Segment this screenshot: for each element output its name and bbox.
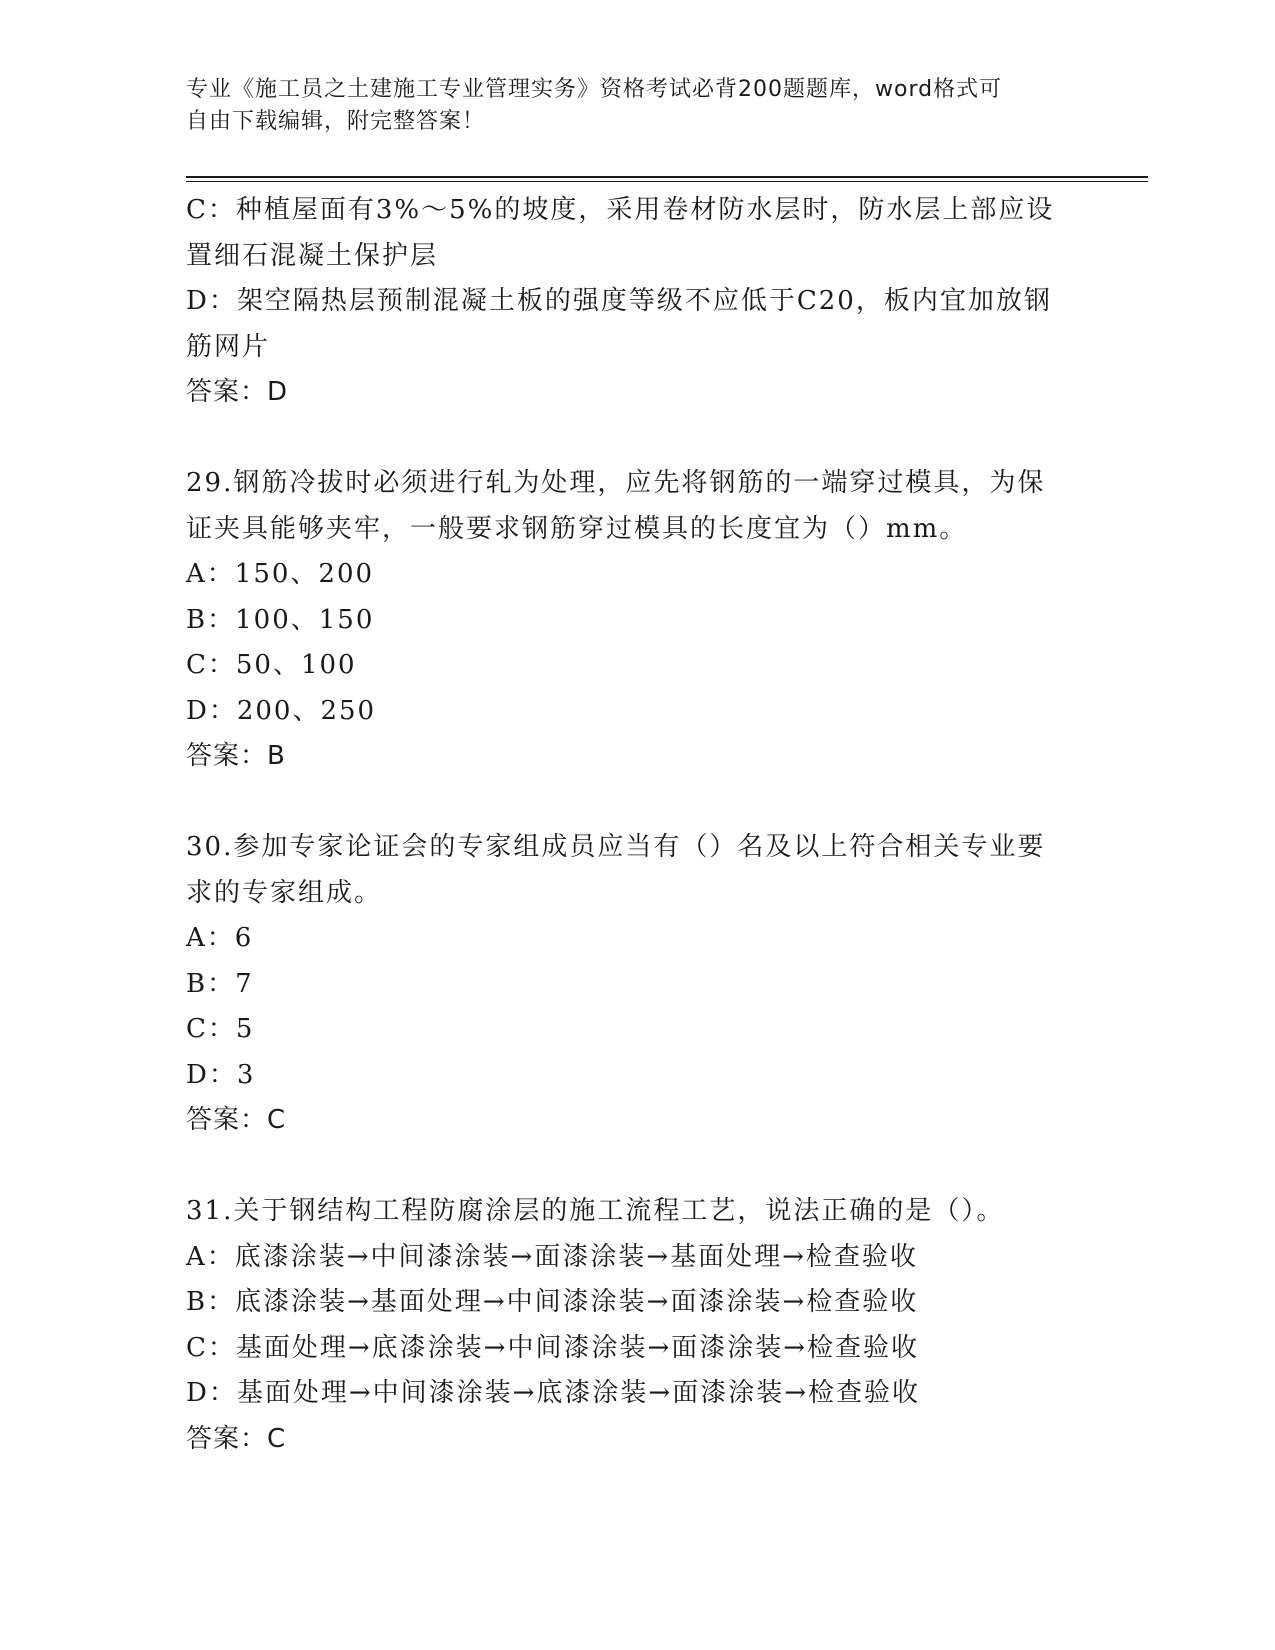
question-stem-line-2: 证夹具能够夹牢，一般要求钢筋穿过模具的长度宜为（）mm。 xyxy=(186,513,968,544)
option-b: B：7 xyxy=(186,968,254,999)
option-c: C：5 xyxy=(186,1014,255,1044)
option-c-line-2: 置细石混凝土保护层 xyxy=(186,240,439,271)
option-a: A：底漆涂装→中间漆涂装→面漆涂装→基面处理→检查验收 xyxy=(186,1241,918,1272)
question-stem-line-1: 29.钢筋冷拔时必须进行轧为处理，应先将钢筋的一端穿过模具，为保 xyxy=(186,468,1046,498)
question-stem-line-2: 求的专家组成。 xyxy=(186,877,383,908)
question-list xyxy=(186,188,1086,1462)
option-c: C：基面处理→底漆涂装→中间漆涂装→面漆涂装→检查验收 xyxy=(186,1332,920,1363)
option-c: C：50、100 xyxy=(186,650,357,680)
answer-line: 答案：C xyxy=(186,1105,287,1135)
page-header xyxy=(186,74,1086,138)
question-spacer xyxy=(186,780,1086,826)
option-d: D：3 xyxy=(186,1059,256,1090)
question-spacer xyxy=(186,416,1086,462)
option-a: A：150、200 xyxy=(186,559,375,589)
header-divider-thick xyxy=(186,176,1148,178)
option-d-line-2: 筋网片 xyxy=(186,331,271,362)
header-title-line-2: 自由下载编辑，附完整答案！ xyxy=(186,109,486,134)
header-divider-thin xyxy=(186,181,1148,182)
question-29 xyxy=(186,461,1086,780)
option-d: D：基面处理→中间漆涂装→底漆涂装→面漆涂装→检查验收 xyxy=(186,1378,920,1408)
question-spacer xyxy=(186,1144,1086,1190)
question-31 xyxy=(186,1189,1086,1462)
question-28-continued xyxy=(186,188,1086,416)
option-b: B：底漆涂装→基面处理→中间漆涂装→面漆涂装→检查验收 xyxy=(186,1287,919,1317)
answer-line: 答案：D xyxy=(186,377,289,407)
option-a: A：6 xyxy=(186,923,254,953)
question-stem-line-1: 30.参加专家论证会的专家组成员应当有（）名及以上符合相关专业要 xyxy=(186,832,1046,862)
question-stem-line-1: 31.关于钢结构工程防腐涂层的施工流程工艺，说法正确的是（）。 xyxy=(186,1196,1005,1226)
option-c-line-1: C：种植屋面有3%～5%的坡度，采用卷材防水层时，防水层上部应设 xyxy=(186,195,1055,225)
answer-line: 答案：C xyxy=(186,1423,287,1454)
answer-line: 答案：B xyxy=(186,741,286,771)
option-d: D：200、250 xyxy=(186,695,377,726)
option-d-line-1: D：架空隔热层预制混凝土板的强度等级不应低于C20，板内宜加放钢 xyxy=(186,286,1052,316)
header-title-line-1: 专业《施工员之土建施工专业管理实务》资格考试必背200题题库，word格式可 xyxy=(186,77,1003,102)
question-30 xyxy=(186,825,1086,1144)
option-b: B：100、150 xyxy=(186,604,375,635)
